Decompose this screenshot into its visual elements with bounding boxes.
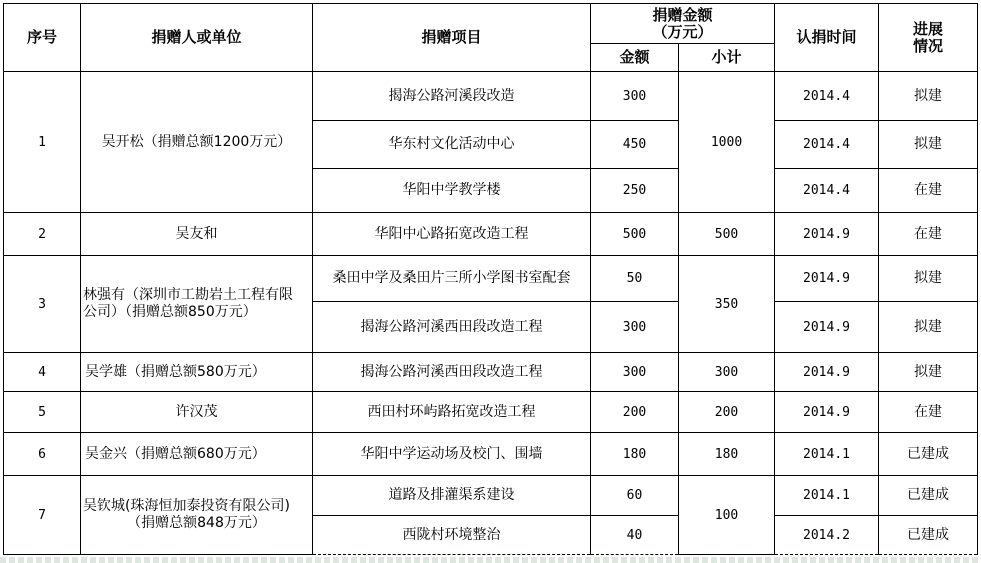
cell-status: 拟建	[879, 256, 978, 302]
cell-time: 2014.9	[775, 392, 879, 433]
header-subtotal: 小计	[679, 44, 775, 72]
cell-seq: 1	[4, 72, 81, 213]
cell-seq: 5	[4, 392, 81, 433]
cell-donor: 吴开松（捐赠总额1200万元）	[81, 72, 313, 213]
cell-amount: 500	[591, 213, 679, 256]
cell-amount: 200	[591, 392, 679, 433]
cell-amount: 60	[591, 476, 679, 516]
cell-subtotal: 300	[679, 353, 775, 392]
cell-donor: 许汉茂	[81, 392, 313, 433]
cell-time: 2014.2	[775, 516, 879, 555]
cell-amount: 300	[591, 302, 679, 353]
cell-status: 已建成	[879, 476, 978, 516]
cell-project: 西田村环屿路拓宽改造工程	[313, 392, 591, 433]
header-pledge-time: 认捐时间	[775, 4, 879, 72]
table-row	[4, 213, 978, 256]
cell-status: 在建	[879, 213, 978, 256]
cell-time: 2014.9	[775, 213, 879, 256]
cell-donor	[81, 256, 313, 353]
cell-amount: 300	[591, 353, 679, 392]
cell-status: 已建成	[879, 433, 978, 476]
cell-donor: 吴友和	[81, 213, 313, 256]
cell-donor-line1: 林强有（深圳市工勘岩土工程有限	[83, 287, 293, 303]
cell-amount: 40	[591, 516, 679, 555]
cell-project: 西陇村环境整治	[313, 516, 591, 555]
donation-table	[3, 3, 978, 555]
cell-status: 拟建	[879, 353, 978, 392]
table-row	[4, 72, 978, 121]
header-seq: 序号	[4, 4, 81, 72]
bottom-cut-edge	[0, 557, 981, 563]
cell-subtotal: 350	[679, 256, 775, 353]
header-amount-group	[591, 4, 775, 44]
cell-subtotal: 200	[679, 392, 775, 433]
cell-donor: 吴学雄（捐赠总额580万元）	[81, 353, 313, 392]
cell-project: 华阳中学运动场及校门、围墙	[313, 433, 591, 476]
cell-status: 拟建	[879, 302, 978, 353]
cell-project: 揭海公路河溪西田段改造工程	[313, 302, 591, 353]
cell-time: 2014.9	[775, 353, 879, 392]
cell-project: 华阳中心路拓宽改造工程	[313, 213, 591, 256]
cell-status: 在建	[879, 169, 978, 213]
header-progress-line1: 进展	[912, 19, 943, 38]
cell-seq: 3	[4, 256, 81, 353]
header-amount-group-line2: （万元）	[652, 22, 713, 41]
cell-time: 2014.4	[775, 169, 879, 213]
cell-amount: 450	[591, 121, 679, 169]
cell-subtotal: 500	[679, 213, 775, 256]
cell-seq: 4	[4, 353, 81, 392]
table-row	[4, 433, 978, 476]
header-row	[4, 4, 978, 44]
cell-status: 已建成	[879, 516, 978, 555]
cell-status: 在建	[879, 392, 978, 433]
table-row	[4, 353, 978, 392]
header-amount-group-line1: 捐赠金额	[652, 5, 713, 24]
table-row	[4, 392, 978, 433]
header-progress-line2: 情况	[912, 36, 943, 55]
cell-donor-line2: 公司）（捐赠总额850万元）	[83, 304, 257, 320]
header-project: 捐赠项目	[313, 4, 591, 72]
cell-time: 2014.4	[775, 72, 879, 121]
cell-seq: 6	[4, 433, 81, 476]
cell-donor	[81, 476, 313, 555]
cell-amount: 250	[591, 169, 679, 213]
cell-time: 2014.9	[775, 302, 879, 353]
cell-time: 2014.1	[775, 433, 879, 476]
cell-project: 华东村文化活动中心	[313, 121, 591, 169]
cell-status: 拟建	[879, 72, 978, 121]
cell-donor-line1: 吴钦城(珠海恒加泰投资有限公司)	[83, 498, 290, 514]
cell-status: 拟建	[879, 121, 978, 169]
cell-project: 道路及排灌渠系建设	[313, 476, 591, 516]
header-donor: 捐赠人或单位	[81, 4, 313, 72]
cell-subtotal: 1000	[679, 72, 775, 213]
cell-amount: 300	[591, 72, 679, 121]
cell-project: 揭海公路河溪段改造	[313, 72, 591, 121]
header-progress	[879, 4, 978, 72]
cell-seq: 7	[4, 476, 81, 555]
cell-amount: 50	[591, 256, 679, 302]
cell-amount: 180	[591, 433, 679, 476]
table-row	[4, 256, 978, 302]
cell-project: 揭海公路河溪西田段改造工程	[313, 353, 591, 392]
header-amount: 金额	[591, 44, 679, 72]
cell-subtotal: 180	[679, 433, 775, 476]
cell-seq: 2	[4, 213, 81, 256]
cell-time: 2014.4	[775, 121, 879, 169]
cell-subtotal: 100	[679, 476, 775, 555]
cell-project: 桑田中学及桑田片三所小学图书室配套	[313, 256, 591, 302]
cell-time: 2014.9	[775, 256, 879, 302]
cell-project: 华阳中学教学楼	[313, 169, 591, 213]
table-row	[4, 476, 978, 516]
cell-time: 2014.1	[775, 476, 879, 516]
cell-donor: 吴金兴（捐赠总额680万元）	[81, 433, 313, 476]
cell-donor-line2: （捐赠总额848万元）	[127, 515, 266, 531]
